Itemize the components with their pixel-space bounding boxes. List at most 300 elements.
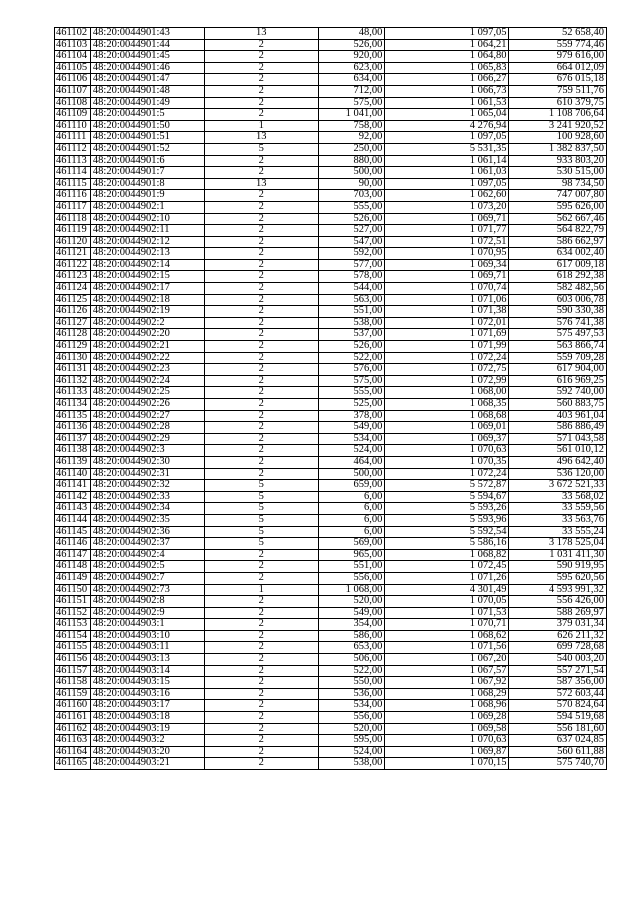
specific-value-cell: 1 070,35: [385, 456, 509, 468]
area-cell: 354,00: [318, 619, 385, 631]
row-number-cell: 461161: [55, 712, 91, 724]
cadastral-value-cell: 52 658,40: [509, 28, 607, 40]
table-row: [55, 561, 607, 573]
cadastral-number-cell: 48:20:0044902:11: [90, 225, 204, 237]
row-number-cell: 461113: [55, 155, 91, 167]
specific-value-cell: 1 068,29: [385, 688, 509, 700]
table-row: [55, 572, 607, 584]
cadastral-value-cell: 3 178 525,04: [509, 538, 607, 550]
cadastral-value-cell: 530 515,00: [509, 167, 607, 179]
group-code-cell: 2: [204, 190, 318, 202]
area-cell: 90,00: [318, 178, 385, 190]
specific-value-cell: 1 067,20: [385, 654, 509, 666]
cadastral-value-cell: 571 043,58: [509, 433, 607, 445]
specific-value-cell: 1 071,06: [385, 294, 509, 306]
area-cell: 592,00: [318, 248, 385, 260]
table-row: [55, 51, 607, 63]
table-row: [55, 341, 607, 353]
group-code-cell: 2: [204, 225, 318, 237]
area-cell: 526,00: [318, 213, 385, 225]
area-cell: 1 041,00: [318, 109, 385, 121]
table-row: [55, 700, 607, 712]
specific-value-cell: 1 097,05: [385, 178, 509, 190]
table-row: [55, 201, 607, 213]
group-code-cell: 2: [204, 155, 318, 167]
table-row: [55, 225, 607, 237]
table-row: [55, 109, 607, 121]
group-code-cell: 2: [204, 596, 318, 608]
table-row: [55, 688, 607, 700]
group-code-cell: 13: [204, 132, 318, 144]
area-cell: 1 068,00: [318, 584, 385, 596]
cadastral-value-cell: 1 031 411,30: [509, 549, 607, 561]
cadastral-value-cell: 590 919,95: [509, 561, 607, 573]
cadastral-value-cell: 4 593 991,32: [509, 584, 607, 596]
row-number-cell: 461108: [55, 97, 91, 109]
group-code-cell: 2: [204, 607, 318, 619]
group-code-cell: 2: [204, 433, 318, 445]
area-cell: 527,00: [318, 225, 385, 237]
row-number-cell: 461128: [55, 329, 91, 341]
area-cell: 6,00: [318, 526, 385, 538]
specific-value-cell: 1 073,20: [385, 201, 509, 213]
cadastral-number-cell: 48:20:0044903:17: [90, 700, 204, 712]
area-cell: 880,00: [318, 155, 385, 167]
cadastral-number-cell: 48:20:0044902:22: [90, 352, 204, 364]
area-cell: 551,00: [318, 306, 385, 318]
group-code-cell: 2: [204, 630, 318, 642]
row-number-cell: 461130: [55, 352, 91, 364]
specific-value-cell: 1 062,60: [385, 190, 509, 202]
table-row: [55, 399, 607, 411]
area-cell: 48,00: [318, 28, 385, 40]
row-number-cell: 461119: [55, 225, 91, 237]
group-code-cell: 5: [204, 143, 318, 155]
area-cell: 653,00: [318, 642, 385, 654]
group-code-cell: 2: [204, 97, 318, 109]
area-cell: 538,00: [318, 758, 385, 770]
area-cell: 526,00: [318, 341, 385, 353]
group-code-cell: 2: [204, 283, 318, 295]
area-cell: 500,00: [318, 167, 385, 179]
group-code-cell: 2: [204, 677, 318, 689]
row-number-cell: 461165: [55, 758, 91, 770]
cadastral-number-cell: 48:20:0044902:28: [90, 422, 204, 434]
specific-value-cell: 1 066,27: [385, 74, 509, 86]
cadastral-value-cell: 664 012,09: [509, 62, 607, 74]
row-number-cell: 461164: [55, 746, 91, 758]
row-number-cell: 461140: [55, 468, 91, 480]
row-number-cell: 461154: [55, 630, 91, 642]
row-number-cell: 461136: [55, 422, 91, 434]
cadastral-value-cell: 98 734,50: [509, 178, 607, 190]
specific-value-cell: 1 065,04: [385, 109, 509, 121]
specific-value-cell: 1 071,38: [385, 306, 509, 318]
table-row: [55, 526, 607, 538]
cadastral-number-cell: 48:20:0044901:52: [90, 143, 204, 155]
cadastral-value-cell: 594 519,68: [509, 712, 607, 724]
table-row: [55, 283, 607, 295]
cadastral-value-cell: 575 497,53: [509, 329, 607, 341]
table-row: [55, 607, 607, 619]
row-number-cell: 461141: [55, 480, 91, 492]
cadastral-value-cell: 496 642,40: [509, 456, 607, 468]
table-row: [55, 259, 607, 271]
group-code-cell: 2: [204, 51, 318, 63]
area-cell: 526,00: [318, 39, 385, 51]
cadastral-number-cell: 48:20:0044902:26: [90, 399, 204, 411]
specific-value-cell: 1 067,57: [385, 665, 509, 677]
group-code-cell: 2: [204, 422, 318, 434]
cadastral-number-cell: 48:20:0044902:27: [90, 410, 204, 422]
row-number-cell: 461158: [55, 677, 91, 689]
row-number-cell: 461157: [55, 665, 91, 677]
cadastral-value-cell: 575 740,70: [509, 758, 607, 770]
table-row: [55, 758, 607, 770]
row-number-cell: 461111: [55, 132, 91, 144]
row-number-cell: 461105: [55, 62, 91, 74]
table-row: [55, 503, 607, 515]
specific-value-cell: 1 070,05: [385, 596, 509, 608]
cadastral-number-cell: 48:20:0044901:44: [90, 39, 204, 51]
row-number-cell: 461135: [55, 410, 91, 422]
specific-value-cell: 1 072,75: [385, 364, 509, 376]
cadastral-value-cell: 33 559,56: [509, 503, 607, 515]
area-cell: 586,00: [318, 630, 385, 642]
table-row: [55, 630, 607, 642]
row-number-cell: 461104: [55, 51, 91, 63]
table-row: [55, 456, 607, 468]
cadastral-number-cell: 48:20:0044903:20: [90, 746, 204, 758]
cadastral-number-cell: 48:20:0044902:24: [90, 375, 204, 387]
specific-value-cell: 1 072,24: [385, 468, 509, 480]
cadastral-value-cell: 933 803,20: [509, 155, 607, 167]
row-number-cell: 461139: [55, 456, 91, 468]
cadastral-value-cell: 592 740,00: [509, 387, 607, 399]
table-row: [55, 480, 607, 492]
cadastral-number-cell: 48:20:0044902:35: [90, 514, 204, 526]
cadastral-value-cell: 634 002,40: [509, 248, 607, 260]
area-cell: 563,00: [318, 294, 385, 306]
row-number-cell: 461134: [55, 399, 91, 411]
cadastral-number-cell: 48:20:0044902:36: [90, 526, 204, 538]
group-code-cell: 2: [204, 201, 318, 213]
area-cell: 524,00: [318, 746, 385, 758]
cadastral-value-cell: 559 709,28: [509, 352, 607, 364]
area-cell: 500,00: [318, 468, 385, 480]
cadastral-number-cell: 48:20:0044902:15: [90, 271, 204, 283]
cadastral-value-cell: 559 774,46: [509, 39, 607, 51]
group-code-cell: 2: [204, 665, 318, 677]
cadastral-value-cell: 582 482,56: [509, 283, 607, 295]
cadastral-number-cell: 48:20:0044902:9: [90, 607, 204, 619]
specific-value-cell: 1 072,51: [385, 236, 509, 248]
table-row: [55, 190, 607, 202]
specific-value-cell: 1 071,99: [385, 341, 509, 353]
cadastral-number-cell: 48:20:0044903:18: [90, 712, 204, 724]
specific-value-cell: 5 572,87: [385, 480, 509, 492]
cadastral-number-cell: 48:20:0044902:10: [90, 213, 204, 225]
row-number-cell: 461156: [55, 654, 91, 666]
group-code-cell: 2: [204, 236, 318, 248]
specific-value-cell: 5 594,67: [385, 491, 509, 503]
specific-value-cell: 1 068,96: [385, 700, 509, 712]
cadastral-number-cell: 48:20:0044902:2: [90, 317, 204, 329]
row-number-cell: 461120: [55, 236, 91, 248]
group-code-cell: 2: [204, 341, 318, 353]
cadastral-value-cell: 564 822,79: [509, 225, 607, 237]
table-row: [55, 665, 607, 677]
cadastral-number-cell: 48:20:0044901:45: [90, 51, 204, 63]
table-row: [55, 236, 607, 248]
area-cell: 6,00: [318, 491, 385, 503]
area-cell: 6,00: [318, 503, 385, 515]
specific-value-cell: 1 071,53: [385, 607, 509, 619]
cadastral-number-cell: 48:20:0044903:15: [90, 677, 204, 689]
row-number-cell: 461155: [55, 642, 91, 654]
table-row: [55, 619, 607, 631]
cadastral-value-table: [54, 27, 607, 770]
cadastral-value-cell: 33 563,76: [509, 514, 607, 526]
group-code-cell: 2: [204, 85, 318, 97]
cadastral-value-cell: 587 356,00: [509, 677, 607, 689]
cadastral-value-cell: 576 741,38: [509, 317, 607, 329]
group-code-cell: 2: [204, 317, 318, 329]
group-code-cell: 2: [204, 109, 318, 121]
row-number-cell: 461153: [55, 619, 91, 631]
specific-value-cell: 1 061,53: [385, 97, 509, 109]
cadastral-number-cell: 48:20:0044902:17: [90, 283, 204, 295]
row-number-cell: 461121: [55, 248, 91, 260]
group-code-cell: 2: [204, 167, 318, 179]
group-code-cell: 2: [204, 410, 318, 422]
row-number-cell: 461110: [55, 120, 91, 132]
specific-value-cell: 5 531,35: [385, 143, 509, 155]
specific-value-cell: 5 593,26: [385, 503, 509, 515]
cadastral-number-cell: 48:20:0044902:73: [90, 584, 204, 596]
cadastral-value-cell: 979 616,00: [509, 51, 607, 63]
group-code-cell: 2: [204, 619, 318, 631]
cadastral-number-cell: 48:20:0044903:1: [90, 619, 204, 631]
area-cell: 534,00: [318, 700, 385, 712]
specific-value-cell: 1 067,92: [385, 677, 509, 689]
specific-value-cell: 1 071,26: [385, 572, 509, 584]
row-number-cell: 461103: [55, 39, 91, 51]
row-number-cell: 461124: [55, 283, 91, 295]
row-number-cell: 461159: [55, 688, 91, 700]
table-row: [55, 433, 607, 445]
row-number-cell: 461146: [55, 538, 91, 550]
specific-value-cell: 1 072,01: [385, 317, 509, 329]
cadastral-value-cell: 570 824,64: [509, 700, 607, 712]
area-cell: 250,00: [318, 143, 385, 155]
row-number-cell: 461138: [55, 445, 91, 457]
cadastral-number-cell: 48:20:0044902:13: [90, 248, 204, 260]
table-row: [55, 746, 607, 758]
group-code-cell: 2: [204, 329, 318, 341]
area-cell: 550,00: [318, 677, 385, 689]
cadastral-number-cell: 48:20:0044901:47: [90, 74, 204, 86]
area-cell: 556,00: [318, 712, 385, 724]
area-cell: 578,00: [318, 271, 385, 283]
specific-value-cell: 1 061,14: [385, 155, 509, 167]
table-row: [55, 677, 607, 689]
group-code-cell: 2: [204, 723, 318, 735]
row-number-cell: 461133: [55, 387, 91, 399]
cadastral-number-cell: 48:20:0044902:19: [90, 306, 204, 318]
specific-value-cell: 1 061,03: [385, 167, 509, 179]
cadastral-value-cell: 100 928,60: [509, 132, 607, 144]
specific-value-cell: 1 068,35: [385, 399, 509, 411]
group-code-cell: 2: [204, 561, 318, 573]
row-number-cell: 461126: [55, 306, 91, 318]
cadastral-number-cell: 48:20:0044902:25: [90, 387, 204, 399]
specific-value-cell: 1 097,05: [385, 132, 509, 144]
group-code-cell: 2: [204, 712, 318, 724]
group-code-cell: 5: [204, 503, 318, 515]
group-code-cell: 2: [204, 62, 318, 74]
specific-value-cell: 1 071,69: [385, 329, 509, 341]
row-number-cell: 461129: [55, 341, 91, 353]
cadastral-number-cell: 48:20:0044902:14: [90, 259, 204, 271]
area-cell: 555,00: [318, 201, 385, 213]
cadastral-number-cell: 48:20:0044901:7: [90, 167, 204, 179]
specific-value-cell: 1 070,63: [385, 445, 509, 457]
cadastral-number-cell: 48:20:0044901:48: [90, 85, 204, 97]
row-number-cell: 461163: [55, 735, 91, 747]
table-row: [55, 143, 607, 155]
table-row: [55, 74, 607, 86]
cadastral-value-cell: 618 292,38: [509, 271, 607, 283]
table-row: [55, 28, 607, 40]
table-row: [55, 468, 607, 480]
cadastral-value-cell: 557 271,54: [509, 665, 607, 677]
specific-value-cell: 1 069,71: [385, 213, 509, 225]
group-code-cell: 13: [204, 178, 318, 190]
group-code-cell: 2: [204, 456, 318, 468]
cadastral-value-cell: 747 007,80: [509, 190, 607, 202]
row-number-cell: 461151: [55, 596, 91, 608]
table-row: [55, 445, 607, 457]
specific-value-cell: 1 068,62: [385, 630, 509, 642]
row-number-cell: 461152: [55, 607, 91, 619]
row-number-cell: 461114: [55, 167, 91, 179]
group-code-cell: 5: [204, 480, 318, 492]
cadastral-value-cell: 617 009,18: [509, 259, 607, 271]
cadastral-value-cell: 556 181,60: [509, 723, 607, 735]
specific-value-cell: 1 066,73: [385, 85, 509, 97]
cadastral-value-cell: 379 031,34: [509, 619, 607, 631]
cadastral-value-cell: 626 211,32: [509, 630, 607, 642]
table-row: [55, 62, 607, 74]
area-cell: 758,00: [318, 120, 385, 132]
row-number-cell: 461107: [55, 85, 91, 97]
table-row: [55, 491, 607, 503]
cadastral-value-cell: 759 511,76: [509, 85, 607, 97]
cadastral-value-cell: 33 568,02: [509, 491, 607, 503]
cadastral-number-cell: 48:20:0044902:18: [90, 294, 204, 306]
group-code-cell: 13: [204, 28, 318, 40]
specific-value-cell: 1 069,37: [385, 433, 509, 445]
area-cell: 520,00: [318, 723, 385, 735]
area-cell: 520,00: [318, 596, 385, 608]
cadastral-value-cell: 586 886,49: [509, 422, 607, 434]
specific-value-cell: 1 072,45: [385, 561, 509, 573]
cadastral-value-cell: 560 611,88: [509, 746, 607, 758]
cadastral-number-cell: 48:20:0044902:7: [90, 572, 204, 584]
area-cell: 522,00: [318, 665, 385, 677]
table-row: [55, 538, 607, 550]
specific-value-cell: 1 072,99: [385, 375, 509, 387]
cadastral-value-cell: 33 555,24: [509, 526, 607, 538]
specific-value-cell: 1 072,24: [385, 352, 509, 364]
row-number-cell: 461137: [55, 433, 91, 445]
area-cell: 595,00: [318, 735, 385, 747]
cadastral-number-cell: 48:20:0044901:49: [90, 97, 204, 109]
area-cell: 551,00: [318, 561, 385, 573]
cadastral-number-cell: 48:20:0044903:11: [90, 642, 204, 654]
cadastral-number-cell: 48:20:0044902:30: [90, 456, 204, 468]
specific-value-cell: 1 064,21: [385, 39, 509, 51]
row-number-cell: 461122: [55, 259, 91, 271]
row-number-cell: 461145: [55, 526, 91, 538]
specific-value-cell: 1 069,58: [385, 723, 509, 735]
specific-value-cell: 1 064,80: [385, 51, 509, 63]
group-code-cell: 2: [204, 445, 318, 457]
cadastral-value-cell: 637 024,85: [509, 735, 607, 747]
area-cell: 525,00: [318, 399, 385, 411]
group-code-cell: 2: [204, 364, 318, 376]
row-number-cell: 461147: [55, 549, 91, 561]
cadastral-number-cell: 48:20:0044903:16: [90, 688, 204, 700]
row-number-cell: 461132: [55, 375, 91, 387]
specific-value-cell: 4 301,49: [385, 584, 509, 596]
cadastral-number-cell: 48:20:0044902:8: [90, 596, 204, 608]
cadastral-number-cell: 48:20:0044901:6: [90, 155, 204, 167]
cadastral-number-cell: 48:20:0044903:19: [90, 723, 204, 735]
specific-value-cell: 1 070,71: [385, 619, 509, 631]
table-row: [55, 642, 607, 654]
cadastral-value-cell: 590 330,38: [509, 306, 607, 318]
area-cell: 556,00: [318, 572, 385, 584]
table-row: [55, 549, 607, 561]
cadastral-number-cell: 48:20:0044902:34: [90, 503, 204, 515]
group-code-cell: 5: [204, 491, 318, 503]
row-number-cell: 461118: [55, 213, 91, 225]
specific-value-cell: 1 070,63: [385, 735, 509, 747]
specific-value-cell: 1 069,01: [385, 422, 509, 434]
table-row: [55, 167, 607, 179]
row-number-cell: 461106: [55, 74, 91, 86]
row-number-cell: 461116: [55, 190, 91, 202]
table-row: [55, 213, 607, 225]
specific-value-cell: 5 586,16: [385, 538, 509, 550]
specific-value-cell: 1 068,68: [385, 410, 509, 422]
cadastral-value-cell: 616 969,25: [509, 375, 607, 387]
specific-value-cell: 1 097,05: [385, 28, 509, 40]
cadastral-value-cell: 540 003,20: [509, 654, 607, 666]
cadastral-number-cell: 48:20:0044901:8: [90, 178, 204, 190]
area-cell: 712,00: [318, 85, 385, 97]
table-row: [55, 723, 607, 735]
table-row: [55, 132, 607, 144]
area-cell: 965,00: [318, 549, 385, 561]
area-cell: 549,00: [318, 422, 385, 434]
row-number-cell: 461112: [55, 143, 91, 155]
area-cell: 537,00: [318, 329, 385, 341]
table-row: [55, 596, 607, 608]
group-code-cell: 2: [204, 654, 318, 666]
